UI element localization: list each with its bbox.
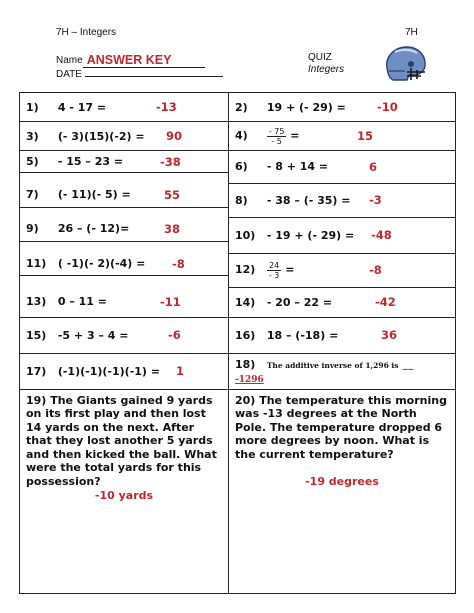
name-value: ANSWER KEY (86, 53, 172, 67)
problem-expression: (-1)(-1)(-1)(-1) = (57, 364, 160, 378)
football-helmet-icon (381, 44, 429, 84)
problem-cell-8 (229, 183, 456, 217)
problem-text: The Giants gained 9 yards on its first play and then lost 14 yards on the next. After that they lost another 5 yards and then kicked the ball. What were the total yards for this possession? (26, 393, 217, 488)
problem-answer: -8 (369, 263, 382, 277)
problem-expression: -5 + 3 – 4 = (57, 328, 129, 342)
spacer-cell (20, 241, 229, 253)
problem-expression: - 15 – 23 = (57, 155, 124, 168)
problem-answer: -11 (160, 294, 181, 309)
problem-cell-6 (229, 151, 456, 184)
problem-cell-4 (229, 122, 456, 151)
date-field[interactable] (85, 67, 223, 77)
problem-number: 8) (235, 193, 248, 207)
problem-cell-11 (20, 253, 229, 275)
problem-answer: -42 (375, 295, 396, 309)
problem-answer: 15 (357, 129, 374, 143)
problem-cell-3 (20, 122, 229, 151)
problem-answer: 1 (176, 364, 185, 378)
problem-number: 1) (26, 100, 39, 114)
problem-number: 3) (26, 129, 39, 143)
problem-cell-20 (229, 389, 456, 593)
problem-cell-7 (20, 183, 229, 207)
problem-answer: -1296 (235, 374, 264, 385)
problem-number: 7) (26, 188, 39, 202)
problem-expression: - 38 – (- 35) = (266, 193, 351, 207)
problem-answer: -38 (160, 154, 181, 169)
problem-expression: (- 3)(15)(-2) = (57, 129, 145, 143)
problem-answer: 90 (166, 129, 183, 143)
problem-cell-19 (20, 389, 229, 593)
problem-expression: (- 11)(- 5) = (57, 188, 131, 202)
problem-number: 2) (235, 100, 248, 114)
problem-number: 11) (26, 257, 47, 271)
problem-expression: - 20 – 22 = (266, 295, 333, 309)
problem-cell-13 (20, 287, 229, 317)
quiz-subject: Integers (308, 64, 345, 75)
problem-answer: -13 (156, 100, 177, 114)
problem-answer: 55 (164, 187, 181, 202)
problem-number: 10) (235, 228, 256, 242)
problem-answer: -10 yards (94, 489, 154, 502)
class-title: 7H – Integers (56, 27, 117, 38)
problem-answer: -6 (168, 328, 181, 342)
spacer-cell (20, 173, 229, 184)
problem-answer: 6 (369, 159, 378, 174)
problem-expression: 4 - 17 = (57, 100, 107, 114)
problem-expression: The additive inverse of 1,296 is (266, 360, 399, 370)
date-label: DATE (56, 69, 82, 80)
fraction-denominator: - 5 (271, 136, 282, 146)
problem-cell-18 (229, 353, 456, 389)
problem-cell-14 (229, 287, 456, 317)
problem-number: 20) (235, 393, 256, 407)
problem-number: 12) (235, 263, 256, 276)
problem-cell-10 (229, 217, 456, 253)
problem-expression: 26 – (- 12)= (57, 222, 130, 236)
problem-answer: 38 (164, 221, 181, 236)
problem-number: 13) (26, 295, 47, 309)
problem-expression: 19 + (- 29) = (266, 100, 346, 114)
problem-answer: -48 (371, 228, 392, 242)
fraction (267, 127, 287, 146)
problem-answer: -19 degrees (305, 475, 379, 488)
problem-cell-12 (229, 253, 456, 287)
problem-expression: - 8 + 14 = (266, 160, 329, 174)
name-line (56, 52, 205, 67)
problem-expression: 18 – (-18) = (266, 328, 339, 342)
quiz-label: QUIZ (308, 52, 332, 63)
date-line (56, 67, 223, 80)
fraction (267, 261, 282, 280)
problem-number: 5) (26, 155, 39, 168)
fraction-numerator: 24 (267, 261, 282, 271)
problem-number: 17) (26, 364, 47, 378)
problem-answer: -8 (172, 256, 185, 271)
problem-expression: 0 – 11 = (57, 295, 108, 309)
spacer-cell (20, 275, 229, 287)
problem-cell-1 (20, 93, 229, 122)
problem-cell-15 (20, 317, 229, 353)
fraction-denominator: - 3 (268, 270, 280, 280)
problem-grid (19, 92, 456, 594)
problem-text: The temperature this morning was -13 degrees at the North Pole. The temperature dropped 6 more degrees by noon. What is the current temperature? (235, 393, 447, 461)
problem-cell-9 (20, 217, 229, 241)
problem-number: 9) (26, 222, 39, 236)
name-label: Name (56, 55, 83, 66)
problem-number: 6) (235, 160, 248, 174)
problem-number: 15) (26, 328, 47, 342)
problem-expression: - 19 + (- 29) = (266, 228, 355, 242)
class-code: 7H (405, 27, 418, 38)
fraction-numerator: - 75 (268, 126, 285, 136)
problem-expression: ( -1)(- 2)(-4) = (57, 257, 146, 271)
problem-answer: -3 (369, 193, 382, 207)
spacer-cell (20, 207, 229, 217)
problem-cell-16 (229, 317, 456, 353)
problem-cell-5 (20, 151, 229, 173)
problem-expression: = (285, 263, 295, 276)
problem-number: 4) (235, 129, 248, 142)
problem-answer: -10 (377, 100, 398, 114)
problem-cell-17 (20, 353, 229, 389)
problem-expression: = (290, 129, 300, 142)
problem-number: 16) (235, 328, 256, 342)
answer-blank[interactable]: ___ (402, 360, 414, 370)
problem-answer: 36 (381, 328, 398, 342)
problem-number: 14) (235, 295, 256, 309)
problem-cell-2 (229, 93, 456, 122)
problem-number: 19) (26, 393, 47, 407)
problem-number: 18) (235, 357, 256, 371)
name-field[interactable] (83, 53, 205, 68)
